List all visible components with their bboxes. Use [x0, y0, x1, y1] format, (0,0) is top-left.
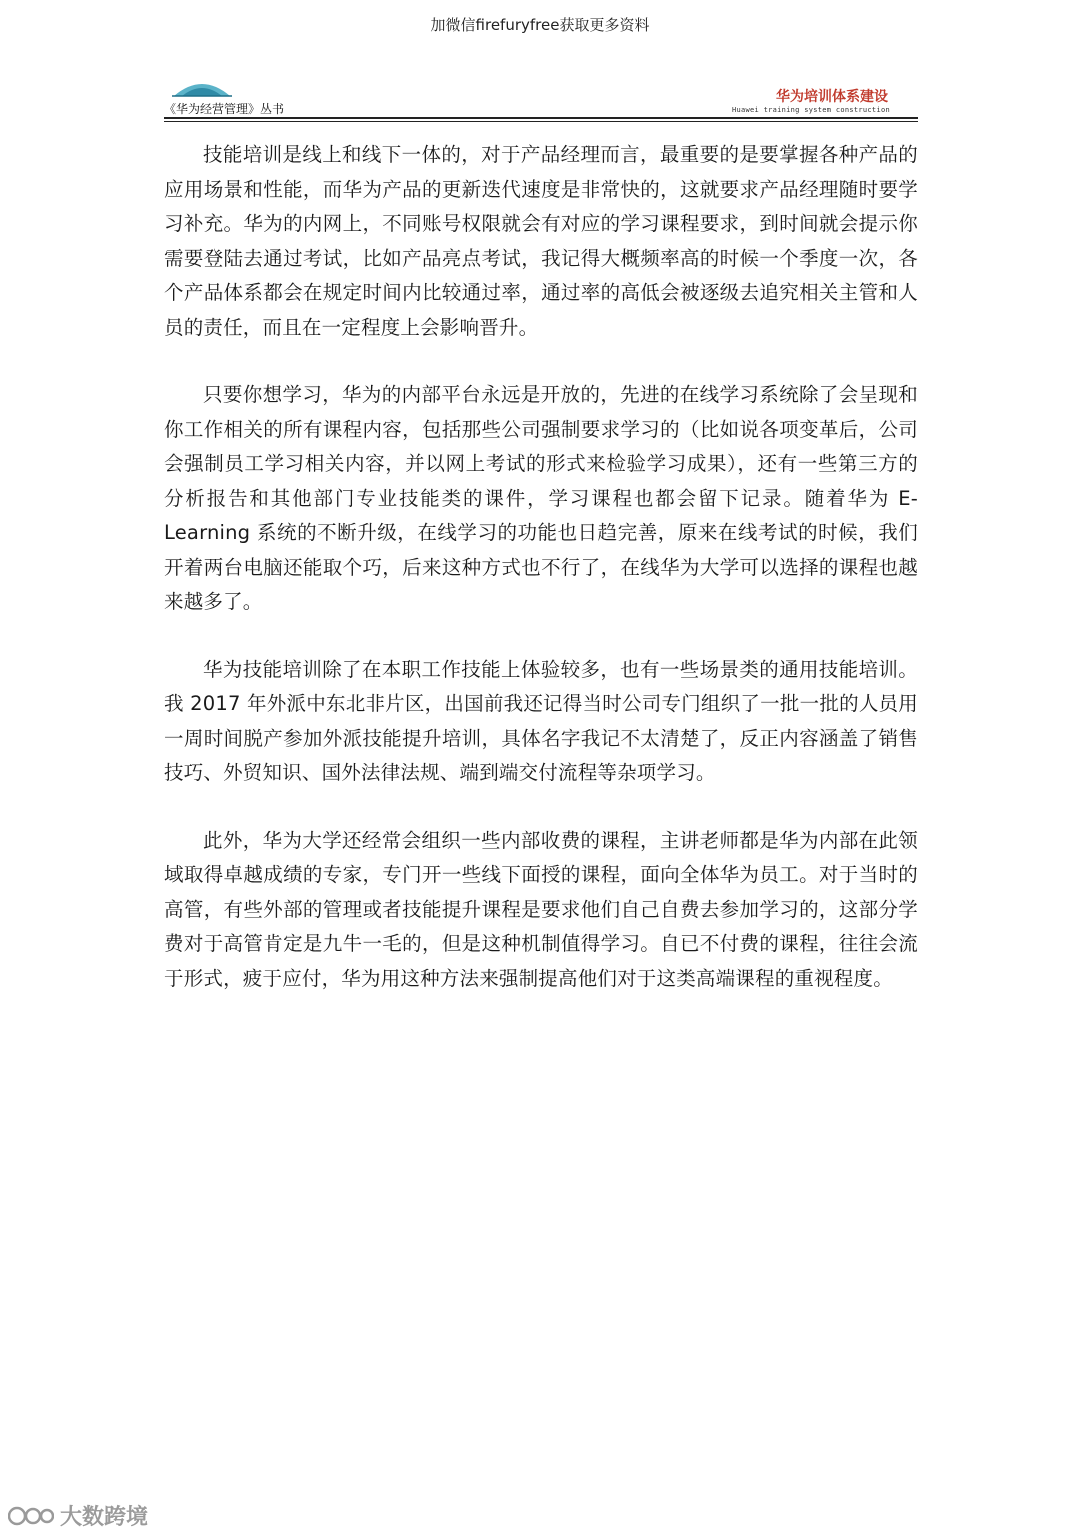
paragraph: 技能培训是线上和线下一体的，对于产品经理而言，最重要的是要掌握各种产品的应用场景和性能，而华为产品的更新迭代速度是非常快的，这就要求产品经理随时要学习补充。华为的内网上，不同账号权限就会有对应的学习课程要求，到时间就会提示你需要登陆去通过考试，比如产品亮点考试，我记得大概频率高的时候一个季度一次，各个产品体系都会在规定时间内比较通过率，通过率的高低会被逐级去追究相关主管和人员的责任，而且在一定程度上会影响晋升。 [164, 143, 918, 339]
header-rule [164, 117, 918, 119]
header-title: 华为培训体系建设 [776, 89, 888, 105]
page-header [164, 76, 918, 122]
paragraph: 只要你想学习，华为的内部平台永远是开放的，先进的在线学习系统除了会呈现和你工作相关的所有课程内容，包括那些公司强制要求学习的（比如说各项变革后，公司会强制员工学习相关内容，并以网上考试的形式来检验学习成果），还有一些第三方的分析报告和其他部门专业技能类的课件，学习课程也都会留下记录。随着华为 E-Learning 系统的不断升级，在线学习的功能也日趋完善，原来在线考试的时候，我们开着两台电脑还能取个巧，后来这种方式也不行了，在线华为大学可以选择的课程也越来越多了。 [164, 383, 918, 613]
watermark [8, 1500, 148, 1531]
paragraph: 华为技能培训除了在本职工作技能上体验较多，也有一些场景类的通用技能培训。我 2017 年外派中东北非片区，出国前我还记得当时公司专门组织了一批一批的人员用一周时间脱产参加外派技能提升培训，具体名字我记不太清楚了，反正内容涵盖了销售技巧、外贸知识、国外法律法规、端到端交付流程等杂项学习。 [164, 657, 918, 784]
top-note: 加微信firefuryfree获取更多资料 [430, 16, 650, 34]
paragraph: 此外，华为大学还经常会组织一些内部收费的课程，主讲老师都是华为内部在此领域取得卓越成绩的专家，专门开一些线下面授的课程，面向全体华为员工。对于当时的高管，有些外部的管理或者技能提升课程是要求他们自己自费去参加学习的，这部分学费对于高管肯定是九牛一毛的，但是这种机制值得学习。自已不付费的课程，往往会流于形式，疲于应付，华为用这种方法来强制提高他们对于这类高端课程的重视程度。 [164, 828, 918, 990]
header-subtitle: Huawei training system construction [731, 106, 890, 114]
watermark-text: 大数跨境 [60, 1505, 149, 1530]
watermark-logo-icon [8, 1504, 54, 1528]
body-text [164, 138, 918, 1029]
series-title: 《华为经营管理》丛书 [164, 102, 285, 116]
publisher-logo-icon [172, 76, 232, 98]
header-rule-thin [164, 121, 918, 122]
